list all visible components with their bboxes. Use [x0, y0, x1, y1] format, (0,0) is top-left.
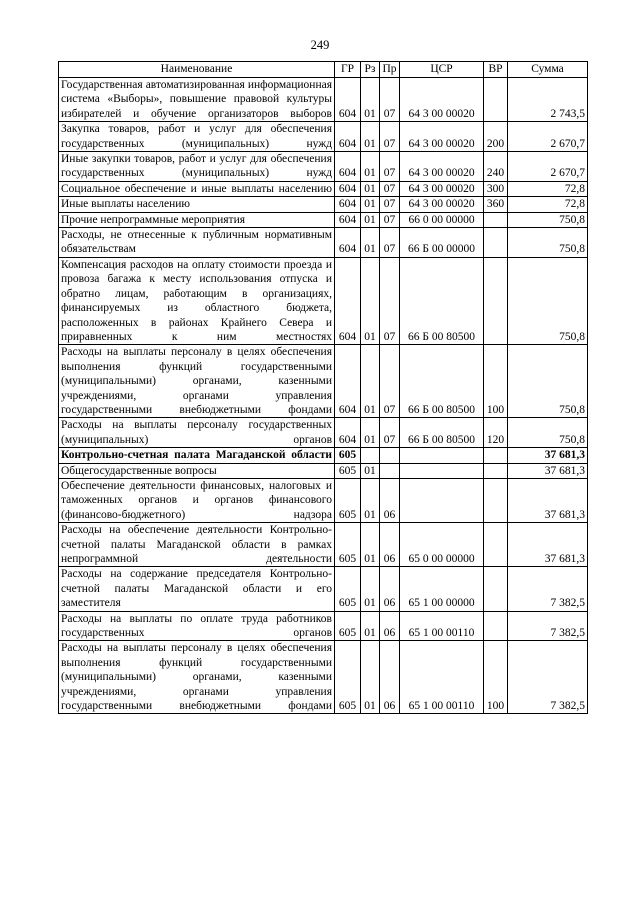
cell-rz: 01	[361, 197, 380, 212]
cell-vr: 200	[484, 122, 508, 152]
table-header-row	[59, 62, 588, 78]
cell-name: Расходы на выплаты по оплате труда работников государственных органов	[59, 611, 335, 641]
cell-sum: 750,8	[508, 257, 588, 344]
cell-name: Закупка товаров, работ и услуг для обеспечения государственных (муниципальных) нужд	[59, 122, 335, 152]
cell-name: Обеспечение деятельности финансовых, налоговых и таможенных органов и органов финансового (финансово-бюджетного) надзора	[59, 478, 335, 522]
table-row	[59, 152, 588, 182]
page-number: 249	[310, 38, 330, 52]
table-row	[59, 345, 588, 418]
cell-vr	[484, 611, 508, 641]
cell-pr	[380, 463, 400, 478]
cell-vr	[484, 567, 508, 611]
cell-rz: 01	[361, 478, 380, 522]
cell-csr: 64 3 00 00020	[400, 122, 484, 152]
cell-sum: 2 670,7	[508, 122, 588, 152]
cell-gr: 604	[335, 152, 361, 182]
cell-name: Компенсация расходов на оплату стоимости проезда и провоза багажа к месту использования отпуска и обратно лицам, работающим в организациях, финансируемых из областного бюджета, расположенных в районах Крайнего Севера и приравненных к ним местностях	[59, 257, 335, 344]
cell-rz: 01	[361, 257, 380, 344]
cell-vr: 360	[484, 197, 508, 212]
table-row	[59, 197, 588, 212]
cell-pr: 07	[380, 345, 400, 418]
cell-pr: 06	[380, 611, 400, 641]
cell-gr: 605	[335, 641, 361, 714]
cell-gr: 605	[335, 478, 361, 522]
cell-pr: 07	[380, 418, 400, 448]
cell-gr: 604	[335, 212, 361, 227]
header-name: Наименование	[59, 62, 335, 78]
cell-csr	[400, 463, 484, 478]
budget-table	[58, 61, 588, 714]
cell-pr: 07	[380, 152, 400, 182]
cell-rz: 01	[361, 611, 380, 641]
table-row	[59, 212, 588, 227]
cell-rz: 01	[361, 567, 380, 611]
cell-rz: 01	[361, 463, 380, 478]
table-row	[59, 122, 588, 152]
cell-gr: 604	[335, 197, 361, 212]
cell-vr	[484, 463, 508, 478]
cell-rz	[361, 448, 380, 463]
cell-name: Прочие непрограммные мероприятия	[59, 212, 335, 227]
cell-name: Расходы на выплаты персоналу государственных (муниципальных) органов	[59, 418, 335, 448]
cell-rz: 01	[361, 181, 380, 196]
cell-csr: 66 Б 00 00000	[400, 228, 484, 258]
cell-pr: 06	[380, 567, 400, 611]
cell-gr: 604	[335, 181, 361, 196]
cell-csr: 64 3 00 00020	[400, 78, 484, 122]
cell-sum: 750,8	[508, 212, 588, 227]
header-gr: ГР	[335, 62, 361, 78]
cell-gr: 605	[335, 448, 361, 463]
cell-sum: 37 681,3	[508, 478, 588, 522]
table-row	[59, 181, 588, 196]
header-csr: ЦСР	[400, 62, 484, 78]
cell-pr: 07	[380, 181, 400, 196]
header-rz: Рз	[361, 62, 380, 78]
cell-sum: 7 382,5	[508, 567, 588, 611]
cell-name: Общегосударственные вопросы	[59, 463, 335, 478]
cell-pr: 07	[380, 212, 400, 227]
table-row	[59, 418, 588, 448]
cell-rz: 01	[361, 122, 380, 152]
cell-csr: 65 1 00 00000	[400, 567, 484, 611]
cell-pr: 07	[380, 197, 400, 212]
cell-gr: 605	[335, 611, 361, 641]
cell-gr: 605	[335, 463, 361, 478]
cell-csr: 66 Б 00 80500	[400, 418, 484, 448]
table-row	[59, 448, 588, 463]
cell-sum: 2 743,5	[508, 78, 588, 122]
cell-pr: 07	[380, 78, 400, 122]
cell-sum: 7 382,5	[508, 611, 588, 641]
cell-pr: 06	[380, 478, 400, 522]
cell-gr: 604	[335, 228, 361, 258]
cell-vr	[484, 78, 508, 122]
cell-csr: 66 Б 00 80500	[400, 257, 484, 344]
cell-csr: 65 1 00 00110	[400, 611, 484, 641]
cell-name: Социальное обеспечение и иные выплаты населению	[59, 181, 335, 196]
cell-vr: 100	[484, 345, 508, 418]
table-row	[59, 567, 588, 611]
cell-sum: 2 670,7	[508, 152, 588, 182]
cell-csr: 64 3 00 00020	[400, 152, 484, 182]
cell-gr: 604	[335, 345, 361, 418]
cell-csr: 66 Б 00 80500	[400, 345, 484, 418]
cell-vr	[484, 257, 508, 344]
cell-vr: 100	[484, 641, 508, 714]
cell-sum: 72,8	[508, 197, 588, 212]
header-pr: Пр	[380, 62, 400, 78]
cell-sum: 37 681,3	[508, 463, 588, 478]
cell-rz: 01	[361, 212, 380, 227]
cell-pr: 07	[380, 122, 400, 152]
cell-pr: 06	[380, 641, 400, 714]
table-row	[59, 463, 588, 478]
cell-vr	[484, 228, 508, 258]
cell-gr: 605	[335, 567, 361, 611]
cell-pr: 07	[380, 228, 400, 258]
cell-csr: 64 3 00 00020	[400, 197, 484, 212]
cell-vr	[484, 448, 508, 463]
cell-rz: 01	[361, 152, 380, 182]
cell-sum: 750,8	[508, 345, 588, 418]
table-row	[59, 611, 588, 641]
cell-gr: 604	[335, 418, 361, 448]
cell-rz: 01	[361, 345, 380, 418]
cell-vr: 300	[484, 181, 508, 196]
cell-sum: 72,8	[508, 181, 588, 196]
header-sum: Сумма	[508, 62, 588, 78]
cell-csr	[400, 478, 484, 522]
cell-gr: 605	[335, 523, 361, 567]
cell-vr	[484, 478, 508, 522]
cell-sum: 750,8	[508, 228, 588, 258]
cell-pr	[380, 448, 400, 463]
table-row	[59, 78, 588, 122]
cell-csr	[400, 448, 484, 463]
cell-csr: 64 3 00 00020	[400, 181, 484, 196]
table-row	[59, 523, 588, 567]
cell-vr	[484, 523, 508, 567]
cell-rz: 01	[361, 78, 380, 122]
cell-sum: 37 681,3	[508, 523, 588, 567]
table-row	[59, 228, 588, 258]
cell-sum: 7 382,5	[508, 641, 588, 714]
cell-name: Иные закупки товаров, работ и услуг для обеспечения государственных (муниципальных) нужд	[59, 152, 335, 182]
cell-name: Государственная автоматизированная информационная система «Выборы», повышение правовой культуры избирателей и обучение организаторов выборов	[59, 78, 335, 122]
cell-name: Расходы на выплаты персоналу в целях обеспечения выполнения функций государственными (муниципальными) органами, казенными учреждениями, органами управления государственными внебюджетными фондами	[59, 345, 335, 418]
cell-name: Расходы на содержание председателя Контрольно-счетной палаты Магаданской области и его заместителя	[59, 567, 335, 611]
cell-name: Контрольно-счетная палата Магаданской области	[59, 448, 335, 463]
cell-csr: 65 0 00 00000	[400, 523, 484, 567]
cell-name: Расходы, не отнесенные к публичным нормативным обязательствам	[59, 228, 335, 258]
cell-sum: 750,8	[508, 418, 588, 448]
table-row	[59, 478, 588, 522]
cell-gr: 604	[335, 122, 361, 152]
cell-vr	[484, 212, 508, 227]
cell-name: Расходы на обеспечение деятельности Контрольно-счетной палаты Магаданской области в рамках непрограммной деятельности	[59, 523, 335, 567]
cell-name: Расходы на выплаты персоналу в целях обеспечения выполнения функций государственными (муниципальными) органами, казенными учреждениями, органами управления государственными внебюджетными фондами	[59, 641, 335, 714]
table-row	[59, 641, 588, 714]
table-row	[59, 257, 588, 344]
cell-sum: 37 681,3	[508, 448, 588, 463]
cell-pr: 07	[380, 257, 400, 344]
cell-vr: 120	[484, 418, 508, 448]
cell-csr: 66 0 00 00000	[400, 212, 484, 227]
cell-rz: 01	[361, 228, 380, 258]
cell-name: Иные выплаты населению	[59, 197, 335, 212]
cell-gr: 604	[335, 78, 361, 122]
cell-rz: 01	[361, 418, 380, 448]
cell-pr: 06	[380, 523, 400, 567]
cell-csr: 65 1 00 00110	[400, 641, 484, 714]
cell-rz: 01	[361, 523, 380, 567]
cell-gr: 604	[335, 257, 361, 344]
cell-vr: 240	[484, 152, 508, 182]
header-vr: ВР	[484, 62, 508, 78]
cell-rz: 01	[361, 641, 380, 714]
